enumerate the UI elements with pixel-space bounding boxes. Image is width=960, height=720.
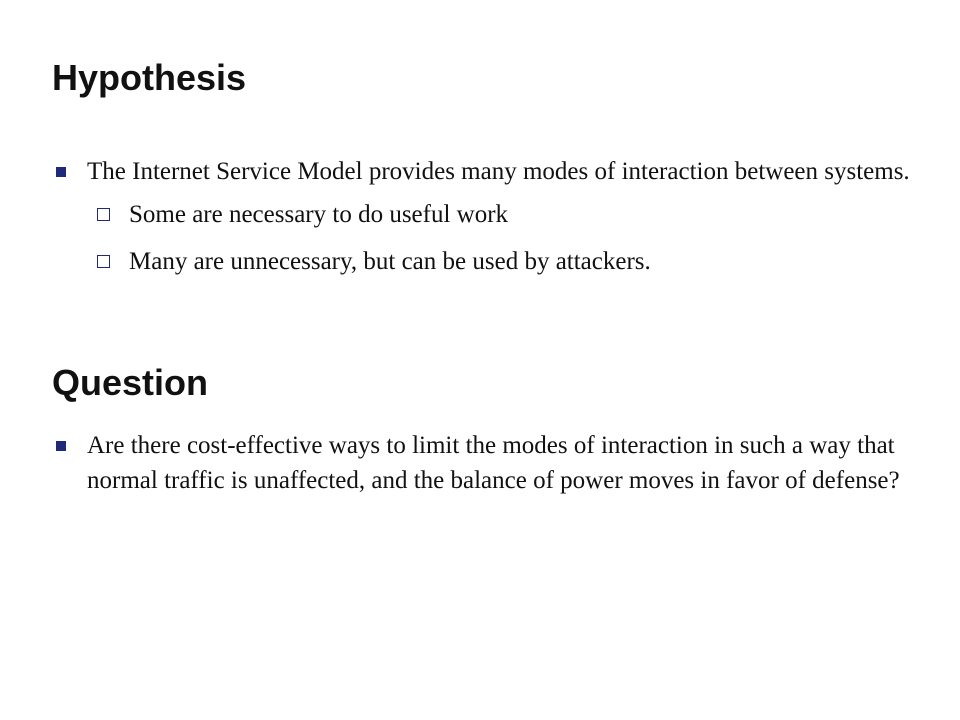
square-bullet-icon (56, 167, 66, 177)
hypothesis-sub-bullet-text: Some are necessary to do useful work (129, 201, 509, 228)
hypothesis-heading: Hypothesis (52, 57, 247, 98)
hypothesis-bullet-list (52, 154, 912, 279)
hypothesis-bullet-text: The Internet Service Model provides many modes of interaction between systems. (87, 158, 910, 185)
hypothesis-bullet (52, 154, 912, 189)
square-bullet-icon (56, 441, 66, 451)
hypothesis-sub-bullet (52, 197, 912, 232)
hollow-square-bullet-icon (97, 208, 110, 221)
question-heading: Question (52, 362, 209, 403)
question-bullet (52, 428, 912, 498)
question-bullet-list (52, 428, 912, 498)
question-bullet-text: Are there cost-effective ways to limit the modes of interaction in such a way that normal traffic is unaffected, and the balance of power moves in favor of defense? (87, 432, 900, 494)
hypothesis-sub-bullet-text: Many are unnecessary, but can be used by attackers. (129, 248, 651, 275)
hollow-square-bullet-icon (97, 255, 110, 268)
hypothesis-sub-bullet (52, 244, 912, 279)
